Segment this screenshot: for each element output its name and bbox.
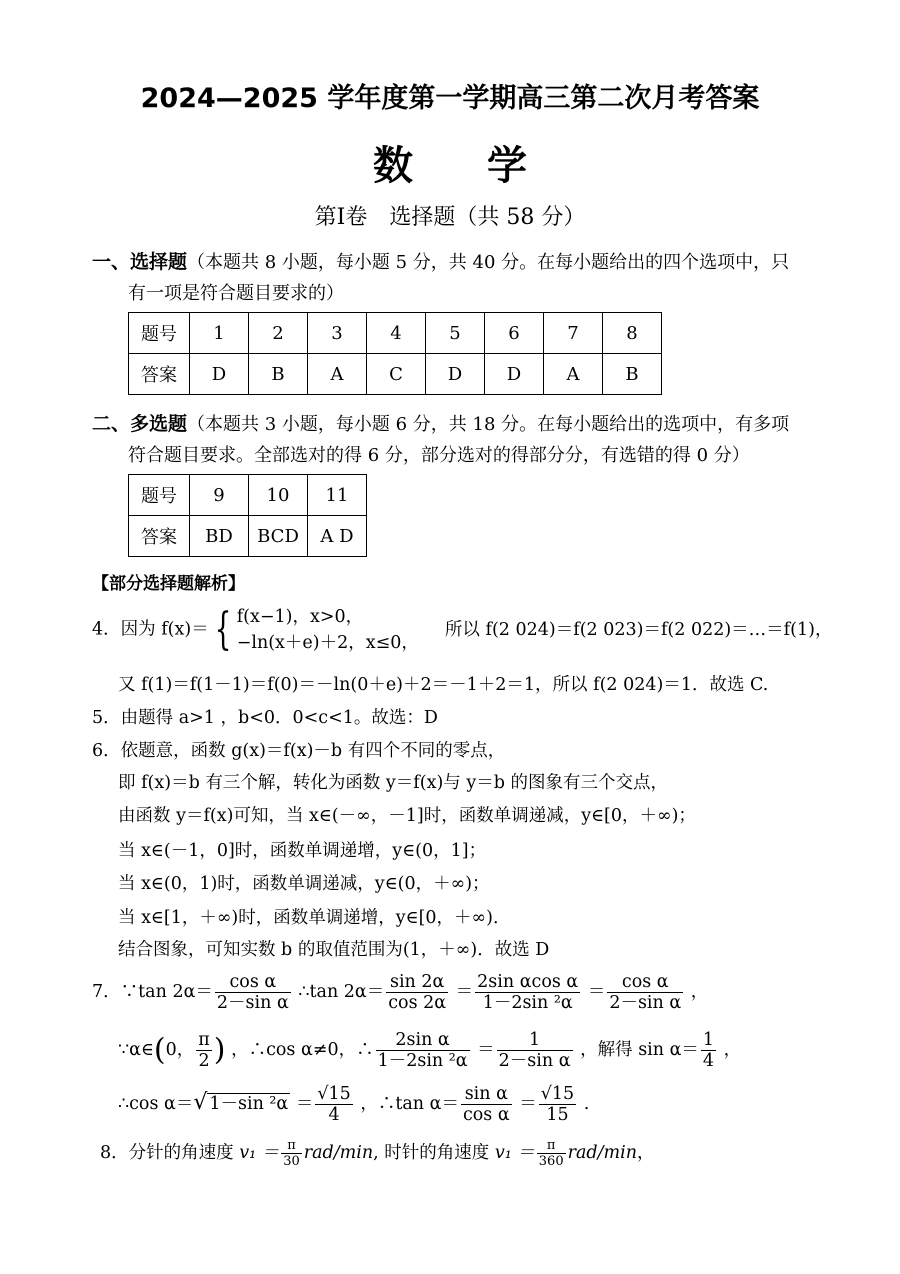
fraction	[475, 972, 580, 1013]
equals-sign: ＝	[455, 982, 474, 1002]
q4-case1: f(x−1)，x>0，	[236, 607, 364, 627]
fraction	[701, 1030, 716, 1071]
section2-header	[92, 410, 789, 439]
fraction	[386, 972, 448, 1013]
denominator: 4	[328, 1105, 340, 1125]
fraction	[607, 972, 683, 1013]
q7-text: ∵α∈	[118, 1040, 154, 1060]
fraction	[376, 1030, 470, 1071]
q7-line2	[118, 1030, 741, 1071]
q8-unit: rad/min	[567, 1143, 637, 1163]
answer-cell: D	[485, 354, 544, 395]
paren-left: (	[153, 1032, 166, 1068]
numerator: 1	[497, 1030, 573, 1051]
denominator: 2－sin α	[498, 1051, 571, 1071]
equals-sign: ＝	[295, 1094, 314, 1114]
q7-number: 7．	[92, 982, 121, 1002]
denominator: 2	[198, 1051, 210, 1071]
q6-line5: 当 x∈(0，1)时，函数单调递减，y∈(0，＋∞)；	[118, 874, 490, 894]
fraction	[461, 1084, 512, 1125]
q6-line6: 当 x∈[1，＋∞)时，函数单调递增，y∈[0，＋∞)．	[118, 908, 511, 928]
q8-variable: v₁ ＝	[494, 1143, 535, 1163]
denominator: cos 2α	[388, 993, 447, 1013]
row-label: 答案	[129, 354, 190, 395]
q4-cases	[237, 604, 419, 656]
denominator: 15	[546, 1105, 569, 1125]
question-number: 10	[249, 475, 308, 516]
q4-prefix: 4．因为 f(x)＝	[92, 619, 209, 640]
denominator: 4	[702, 1051, 715, 1071]
numerator: cos α	[215, 972, 291, 993]
q8-variable: v₁ ＝	[239, 1143, 280, 1163]
numerator: 2sin αcos α	[477, 972, 579, 992]
table-row-numbers	[129, 475, 367, 516]
question-number: 3	[308, 313, 367, 354]
q6-line2: 即 f(x)＝b 有三个解，转化为函数 y＝f(x)与 y＝b 的图象有三个交点，	[118, 773, 668, 793]
denominator: 2－sin α	[609, 993, 682, 1013]
numerator: sin 2α	[386, 972, 448, 993]
table-row-answers	[129, 354, 662, 395]
q8-text: 8．分针的角速度	[100, 1143, 234, 1163]
answer-cell: B	[603, 354, 662, 395]
section1-header	[92, 248, 789, 277]
denominator: cos α	[462, 1105, 510, 1125]
row-label: 题号	[129, 475, 190, 516]
answer-cell: BD	[190, 516, 249, 557]
fraction	[215, 972, 291, 1013]
answer-cell: D	[190, 354, 249, 395]
q6-line4: 当 x∈(－1，0]时，函数单调递增，y∈(0，1]；	[118, 841, 487, 861]
numerator: √15	[317, 1084, 351, 1104]
fraction	[497, 1030, 573, 1071]
denominator: 1－2sin ²α	[377, 1051, 468, 1071]
answer-cell: A	[308, 354, 367, 395]
numerator: π	[281, 1138, 302, 1154]
section1-label: 一、选择题	[92, 251, 188, 273]
paren-right: )	[213, 1032, 226, 1068]
section2-desc-line2: 符合题目要求。全部选对的得 6 分，部分选对的得部分分，有选错的得 0 分）	[128, 445, 750, 466]
answer-cell: A	[544, 354, 603, 395]
denominator: 2－sin α	[216, 993, 289, 1013]
q7-line3	[118, 1084, 589, 1125]
numerator: 2sin α	[376, 1030, 470, 1051]
numerator: √15	[540, 1084, 575, 1104]
table-row-numbers	[129, 313, 662, 354]
volume-title: 第Ⅰ卷 选择题（共 58 分）	[314, 205, 586, 230]
denominator: 30	[283, 1154, 300, 1169]
numerator: 1	[702, 1030, 715, 1050]
q4-case2: −ln(x＋e)＋2，x≤0，	[236, 633, 419, 653]
q7-text: ∵tan 2α＝	[120, 982, 213, 1002]
equals-sign: ＝	[519, 1094, 537, 1114]
q7-line1	[92, 972, 708, 1013]
section1-desc-line2: 有一项是符合题目要求的）	[128, 283, 344, 304]
numerator: π	[198, 1030, 210, 1050]
fraction	[537, 1138, 566, 1169]
answer-cell: B	[249, 354, 308, 395]
denominator: 360	[538, 1154, 564, 1169]
period: .	[583, 1094, 590, 1114]
question-number: 9	[190, 475, 249, 516]
q7-text: ∴tan 2α＝	[298, 982, 385, 1002]
q5-line: 5．由题得 a>1 ，b<0．0<c<1。故选：D	[92, 708, 438, 728]
fraction	[281, 1138, 302, 1169]
question-number: 2	[249, 313, 308, 354]
question-number: 7	[544, 313, 603, 354]
q4-line2: 又 f(1)＝f(1－1)＝f(0)＝－ln(0＋e)＋2＝－1＋2＝1，所以 f(2 024)＝1．故选 C.	[118, 675, 769, 695]
question-number: 6	[485, 313, 544, 354]
question-number: 8	[603, 313, 662, 354]
answer-cell: C	[367, 354, 426, 395]
numerator: π	[537, 1138, 566, 1154]
subject-title: 数 学	[373, 142, 557, 189]
equals-sign: ＝	[587, 982, 606, 1002]
row-label: 答案	[129, 516, 190, 557]
page-title: 2024—2025 学年度第一学期高三第二次月考答案	[140, 83, 760, 114]
comma: ，	[690, 982, 709, 1002]
answer-cell: D	[426, 354, 485, 395]
question-number: 4	[367, 313, 426, 354]
question-number: 1	[190, 313, 249, 354]
question-number: 11	[308, 475, 367, 516]
q6-line7: 结合图象，可知实数 b 的取值范围为(1，＋∞)．故选 D	[118, 940, 550, 960]
section2-label: 二、多选题	[92, 413, 188, 435]
row-label: 题号	[129, 313, 190, 354]
section2-desc-line1: （本题共 3 小题，每小题 6 分，共 18 分。在每小题给出的选项中，有多项	[187, 414, 790, 435]
denominator: 1－2sin ²α	[482, 993, 573, 1013]
answer-cell: BCD	[249, 516, 308, 557]
q6-line3: 由函数 y＝f(x)可知，当 x∈(－∞，－1]时，函数单调递减，y∈[0，＋∞)；	[118, 806, 696, 826]
comma: ，	[723, 1040, 742, 1060]
q8-text: ，	[636, 1143, 655, 1163]
numerator: cos α	[607, 972, 683, 993]
brace-symbol: {	[214, 604, 232, 655]
q4-line1	[92, 604, 832, 656]
radicand: 1－sin ²α	[209, 1094, 289, 1114]
q6-line1: 6．依题意，函数 g(x)＝f(x)－b 有四个不同的零点，	[92, 741, 506, 761]
numerator: sin α	[461, 1084, 512, 1105]
fraction	[539, 1084, 576, 1125]
analysis-heading: 【部分选择题解析】	[92, 574, 245, 594]
equals-sign: ＝	[477, 1040, 495, 1060]
table-row-answers	[129, 516, 367, 557]
q7-text: ，解得 sin α＝	[580, 1040, 699, 1060]
answer-cell: A D	[308, 516, 367, 557]
section1-desc-line1: （本题共 8 小题，每小题 5 分，共 40 分。在每小题给出的四个选项中，只	[187, 252, 790, 273]
q8-line	[100, 1138, 654, 1169]
q8-text: , 时针的角速度	[373, 1143, 490, 1163]
q8-unit: rad/min	[303, 1143, 374, 1163]
sqrt-symbol: √	[193, 1090, 208, 1115]
q7-text: 0，	[165, 1040, 195, 1060]
question-number: 5	[426, 313, 485, 354]
q7-text: ，∴cos α≠0，∴	[231, 1040, 374, 1060]
fraction	[315, 1084, 352, 1125]
q7-text: ，∴tan α＝	[360, 1094, 459, 1114]
q7-text: ∴cos α＝	[118, 1094, 194, 1114]
fraction	[196, 1030, 212, 1071]
section2-answer-table	[128, 474, 367, 557]
q4-after: 所以 f(2 024)＝f(2 023)＝f(2 022)＝…＝f(1)，	[444, 620, 833, 640]
section1-answer-table	[128, 312, 662, 395]
